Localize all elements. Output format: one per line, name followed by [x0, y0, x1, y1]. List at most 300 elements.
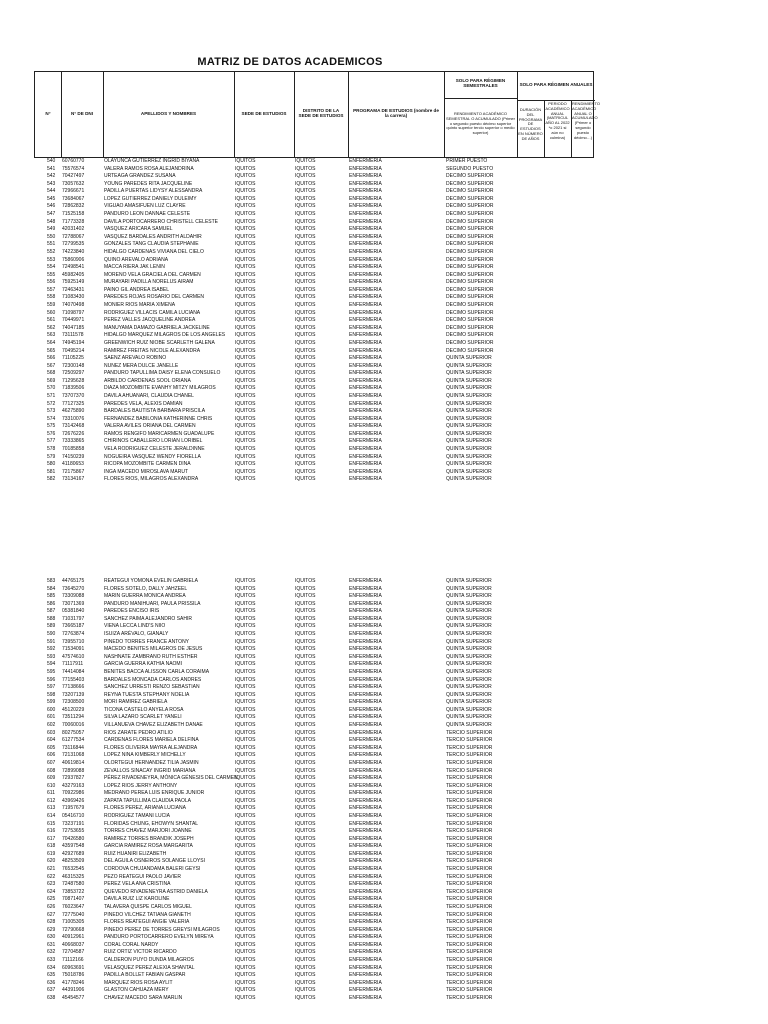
- sede-cell: IQUITOS: [235, 415, 256, 422]
- row-number-cell: 551: [47, 241, 56, 248]
- full-name-cell: GARCIA RAMIREZ ROSA MARGARITA: [104, 843, 193, 850]
- programa-cell: ENFERMERIA: [349, 911, 382, 918]
- full-name-cell: ARBILDO CARDENAS SOOL ORIANA: [104, 377, 191, 384]
- rendimiento-cell: QUINTA SUPERIOR: [446, 385, 492, 392]
- rendimiento-cell: TERCIO SUPERIOR: [446, 759, 493, 766]
- full-name-cell: MORI RAMIREZ GABRIELA: [104, 699, 168, 706]
- rendimiento-cell: QUINTA SUPERIOR: [446, 377, 492, 384]
- distrito-cell: IQUITOS: [295, 165, 316, 172]
- sede-cell: IQUITOS: [235, 256, 256, 263]
- programa-cell: ENFERMERIA: [349, 302, 382, 309]
- sede-cell: IQUITOS: [235, 578, 256, 584]
- distrito-cell: IQUITOS: [295, 820, 316, 827]
- col-divider: [294, 72, 295, 157]
- distrito-cell: IQUITOS: [295, 600, 316, 607]
- sede-cell: IQUITOS: [235, 608, 256, 615]
- col-divider: [444, 72, 445, 157]
- distrito-cell: IQUITOS: [295, 615, 316, 622]
- programa-cell: ENFERMERIA: [349, 987, 382, 994]
- distrito-cell: IQUITOS: [295, 585, 316, 592]
- rendimiento-cell: DECIMO SUPERIOR: [446, 294, 494, 301]
- row-number-cell: 613: [47, 805, 56, 812]
- full-name-cell: MANUYAMA DAMAZO GABRIELA JACKELINE: [104, 324, 210, 331]
- rendimiento-cell: QUINTA SUPERIOR: [446, 446, 492, 453]
- row-number-cell: 549: [47, 226, 56, 233]
- sede-cell: IQUITOS: [235, 737, 256, 744]
- header-programa: PROGRAMA DE ESTUDIOS (nombre de la carrera): [353, 108, 439, 119]
- sede-cell: IQUITOS: [235, 180, 256, 187]
- programa-cell: ENFERMERIA: [349, 324, 382, 331]
- dni-cell: 60963691: [62, 964, 85, 971]
- row-number-cell: 560: [47, 309, 56, 316]
- full-name-cell: LOPEZ GUTIERREZ DANIELY DULEIMY: [104, 195, 197, 202]
- row-number-cell: 588: [47, 615, 56, 622]
- rendimiento-cell: DECIMO SUPERIOR: [446, 248, 494, 255]
- sede-cell: IQUITOS: [235, 158, 256, 164]
- rendimiento-cell: TERCIO SUPERIOR: [446, 994, 493, 1001]
- distrito-cell: IQUITOS: [295, 752, 316, 759]
- dni-cell: 72966671: [62, 188, 85, 195]
- programa-cell: ENFERMERIA: [349, 714, 382, 721]
- distrito-cell: IQUITOS: [295, 608, 316, 615]
- programa-cell: ENFERMERIA: [349, 385, 382, 392]
- row-number-cell: 595: [47, 668, 56, 675]
- row-number-cell: 541: [47, 165, 56, 172]
- distrito-cell: IQUITOS: [295, 661, 316, 668]
- dni-cell: 73309088: [62, 593, 85, 600]
- distrito-cell: IQUITOS: [295, 188, 316, 195]
- sede-cell: IQUITOS: [235, 241, 256, 248]
- distrito-cell: IQUITOS: [295, 691, 316, 698]
- dni-cell: 72463431: [62, 286, 85, 293]
- rendimiento-cell: TERCIO SUPERIOR: [446, 881, 493, 888]
- rendimiento-cell: QUINTA SUPERIOR: [446, 661, 492, 668]
- row-number-cell: 601: [47, 714, 56, 721]
- sede-cell: IQUITOS: [235, 248, 256, 255]
- dni-cell: 41180653: [62, 461, 84, 468]
- rendimiento-cell: TERCIO SUPERIOR: [446, 957, 493, 963]
- rendimiento-cell: DECIMO SUPERIOR: [446, 233, 494, 240]
- row-number-cell: 602: [47, 722, 56, 729]
- programa-cell: ENFERMERIA: [349, 744, 382, 751]
- row-number-cell: 566: [47, 355, 56, 362]
- rendimiento-cell: DECIMO SUPERIOR: [446, 332, 494, 339]
- rendimiento-cell: DECIMO SUPERIOR: [446, 218, 494, 225]
- row-number-cell: 617: [47, 835, 56, 842]
- row-number-cell: 621: [47, 866, 56, 873]
- distrito-cell: IQUITOS: [295, 972, 316, 979]
- full-name-cell: QUINO AREVALO ADRIANA: [104, 256, 169, 263]
- row-number-cell: 569: [47, 377, 56, 384]
- distrito-cell: IQUITOS: [295, 438, 316, 445]
- full-name-cell: YOUNG PAREDES RITA JACQUELINE: [104, 180, 193, 187]
- row-number-cell: 604: [47, 737, 56, 744]
- row-number-cell: 632: [47, 949, 56, 956]
- distrito-cell: IQUITOS: [295, 957, 316, 963]
- full-name-cell: PANDURO MANIHUARI, PAULA PRISSILA: [104, 600, 201, 607]
- dni-cell: 73111578: [62, 332, 84, 339]
- distrito-cell: IQUITOS: [295, 430, 316, 437]
- rendimiento-cell: TERCIO SUPERIOR: [446, 903, 493, 910]
- row-number-cell: 631: [47, 941, 56, 948]
- full-name-cell: VASQUEZ ARICARA SAMUEL: [104, 226, 173, 233]
- programa-cell: ENFERMERIA: [349, 850, 382, 857]
- sede-cell: IQUITOS: [235, 805, 256, 812]
- rendimiento-cell: QUINTA SUPERIOR: [446, 722, 492, 729]
- rendimiento-cell: DECIMO SUPERIOR: [446, 317, 494, 324]
- full-name-cell: VILLANUEVA CHAVEZ ELIZABETH DANAE: [104, 722, 203, 729]
- programa-cell: ENFERMERIA: [349, 468, 382, 475]
- dni-cell: 73684067: [62, 195, 85, 202]
- full-name-cell: URTEAGA GRANDEZ SUSANA: [104, 173, 176, 180]
- full-name-cell: RICOPA MOZOMBITE CARMEN DINA: [104, 461, 191, 468]
- row-number-cell: 608: [47, 767, 56, 774]
- dni-cell: 75018786: [62, 972, 85, 979]
- full-name-cell: DAVILA AHUANARI, CLAUDIA CHANEL: [104, 392, 194, 399]
- row-number-cell: 572: [47, 400, 56, 407]
- distrito-cell: IQUITOS: [295, 468, 316, 475]
- distrito-cell: IQUITOS: [295, 638, 316, 645]
- sede-cell: IQUITOS: [235, 668, 256, 675]
- row-number-cell: 623: [47, 881, 56, 888]
- full-name-cell: TICONA CASTELO ANYELA ROSA: [104, 706, 184, 713]
- dni-cell: 40668037: [62, 941, 85, 948]
- distrito-cell: IQUITOS: [295, 256, 316, 263]
- dni-cell: 73237191: [62, 820, 85, 827]
- rendimiento-cell: PRIMER PUESTO: [446, 158, 488, 164]
- full-name-cell: RUIZ HUANIRI ELIZABETH: [104, 850, 167, 857]
- full-name-cell: PINEDO TORRES FRANCE ANTONY: [104, 638, 190, 645]
- rendimiento-cell: QUINTA SUPERIOR: [446, 593, 492, 600]
- distrito-cell: IQUITOS: [295, 332, 316, 339]
- header-rendimiento-semestral: RENDIMIENTO ACADÉMICO SEMESTRAL O ACUMULADO (Primer o segundo puesto décimo superior quinto superior tercio superior o medio superior): [446, 111, 515, 136]
- full-name-cell: PEZO REATEGUI PAOLO JAVIER: [104, 873, 181, 880]
- dni-cell: 72487580: [62, 881, 85, 888]
- distrito-cell: IQUITOS: [295, 759, 316, 766]
- dni-cell: 76532545: [62, 866, 85, 873]
- full-name-cell: MORENO VELA GRACIELA DEL CARMEN: [104, 271, 201, 278]
- dni-cell: 44765175: [62, 578, 85, 584]
- sede-cell: IQUITOS: [235, 949, 256, 956]
- full-name-cell: PINEDO PEREZ DE TORRES GREYSI MILAGROS: [104, 926, 220, 933]
- dni-cell: 72308500: [62, 699, 85, 706]
- programa-cell: ENFERMERIA: [349, 691, 382, 698]
- rendimiento-cell: QUINTA SUPERIOR: [446, 355, 492, 362]
- full-name-cell: GARCIA GUERRA KATHIA NAOMI: [104, 661, 182, 668]
- rendimiento-cell: QUINTA SUPERIOR: [446, 370, 492, 377]
- sede-cell: IQUITOS: [235, 812, 256, 819]
- sede-cell: IQUITOS: [235, 347, 256, 354]
- dni-cell: 71112166: [62, 957, 84, 963]
- dni-cell: 70427497: [62, 173, 85, 180]
- row-number-cell: 629: [47, 926, 56, 933]
- rendimiento-cell: QUINTA SUPERIOR: [446, 453, 492, 460]
- programa-cell: ENFERMERIA: [349, 881, 382, 888]
- rendimiento-cell: TERCIO SUPERIOR: [446, 972, 493, 979]
- programa-cell: ENFERMERIA: [349, 158, 382, 164]
- dni-cell: 73207139: [62, 691, 85, 698]
- rendimiento-cell: TERCIO SUPERIOR: [446, 729, 493, 736]
- dni-cell: 77155403: [62, 676, 85, 683]
- dni-cell: 77138666: [62, 684, 85, 691]
- distrito-cell: IQUITOS: [295, 979, 316, 986]
- programa-cell: ENFERMERIA: [349, 752, 382, 759]
- rendimiento-cell: SEGUNDO PUESTO: [446, 165, 494, 172]
- distrito-cell: IQUITOS: [295, 248, 316, 255]
- rendimiento-cell: QUINTA SUPERIOR: [446, 684, 492, 691]
- distrito-cell: IQUITOS: [295, 317, 316, 324]
- full-name-cell: RIOS ZARATE PEDRO ATILIO: [104, 729, 173, 736]
- row-number-cell: 556: [47, 279, 56, 286]
- distrito-cell: IQUITOS: [295, 324, 316, 331]
- programa-cell: ENFERMERIA: [349, 684, 382, 691]
- dni-cell: 73955710: [62, 638, 85, 645]
- row-number-cell: 598: [47, 691, 56, 698]
- distrito-cell: IQUITOS: [295, 286, 316, 293]
- row-number-cell: 540: [47, 158, 56, 164]
- row-number-cell: 625: [47, 896, 56, 903]
- full-name-cell: FLORES SOTELO, DALLY JAHZEEL: [104, 585, 188, 592]
- distrito-cell: IQUITOS: [295, 446, 316, 453]
- full-name-cell: ISUIZA ARÉVALO, GIANALY: [104, 631, 169, 638]
- rendimiento-cell: QUINTA SUPERIOR: [446, 461, 492, 468]
- row-number-cell: 614: [47, 812, 56, 819]
- programa-cell: ENFERMERIA: [349, 941, 382, 948]
- rendimiento-cell: TERCIO SUPERIOR: [446, 858, 493, 865]
- row-number-cell: 593: [47, 653, 56, 660]
- row-number-cell: 557: [47, 286, 56, 293]
- sede-cell: IQUITOS: [235, 286, 256, 293]
- row-number-cell: 585: [47, 593, 56, 600]
- row-number-cell: 612: [47, 797, 56, 804]
- sede-cell: IQUITOS: [235, 759, 256, 766]
- programa-cell: ENFERMERIA: [349, 256, 382, 263]
- programa-cell: ENFERMERIA: [349, 608, 382, 615]
- rendimiento-cell: TERCIO SUPERIOR: [446, 964, 493, 971]
- dni-cell: 71773328: [62, 218, 85, 225]
- rendimiento-cell: QUINTA SUPERIOR: [446, 631, 492, 638]
- dni-cell: 45120229: [62, 706, 85, 713]
- dni-cell: 46275890: [62, 408, 85, 415]
- programa-cell: ENFERMERIA: [349, 759, 382, 766]
- sede-cell: IQUITOS: [235, 684, 256, 691]
- programa-cell: ENFERMERIA: [349, 782, 382, 789]
- sede-cell: IQUITOS: [235, 926, 256, 933]
- row-number-cell: 638: [47, 994, 56, 1001]
- dni-cell: 70922986: [62, 790, 85, 797]
- sede-cell: IQUITOS: [235, 691, 256, 698]
- programa-cell: ENFERMERIA: [349, 646, 382, 653]
- sede-cell: IQUITOS: [235, 896, 256, 903]
- dni-cell: 73116844: [62, 744, 84, 751]
- document-title: MATRIZ DE DATOS ACADEMICOS: [197, 56, 383, 68]
- dni-cell: 72753655: [62, 828, 85, 835]
- programa-cell: ENFERMERIA: [349, 370, 382, 377]
- distrito-cell: IQUITOS: [295, 699, 316, 706]
- programa-cell: ENFERMERIA: [349, 180, 382, 187]
- programa-cell: ENFERMERIA: [349, 446, 382, 453]
- programa-cell: ENFERMERIA: [349, 805, 382, 812]
- dni-cell: 40912961: [62, 934, 85, 941]
- full-name-cell: RAMIREZ TORRES BRANDIK JOSEPH: [104, 835, 194, 842]
- row-number-cell: 574: [47, 415, 56, 422]
- row-number-cell: 627: [47, 911, 56, 918]
- dni-cell: 73310076: [62, 415, 85, 422]
- programa-cell: ENFERMERIA: [349, 812, 382, 819]
- programa-cell: ENFERMERIA: [349, 964, 382, 971]
- rendimiento-cell: QUINTA SUPERIOR: [446, 676, 492, 683]
- sede-cell: IQUITOS: [235, 646, 256, 653]
- full-name-cell: QUEVEDO RIVADENEYRA ASTRID DANIELA: [104, 888, 208, 895]
- sede-cell: IQUITOS: [235, 873, 256, 880]
- full-name-cell: PINEDO VILCHEZ TATIANA GIANETH: [104, 911, 191, 918]
- dni-cell: 71117911: [62, 661, 84, 668]
- col-divider: [348, 72, 349, 157]
- rendimiento-cell: DECIMO SUPERIOR: [446, 302, 494, 309]
- distrito-cell: IQUITOS: [295, 173, 316, 180]
- programa-cell: ENFERMERIA: [349, 949, 382, 956]
- programa-cell: ENFERMERIA: [349, 438, 382, 445]
- sede-cell: IQUITOS: [235, 820, 256, 827]
- full-name-cell: PÉREZ RIVADENEYRA, MÓNICA GÉNESIS DEL CARMEN: [104, 775, 238, 782]
- distrito-cell: IQUITOS: [295, 309, 316, 316]
- distrito-cell: IQUITOS: [295, 729, 316, 736]
- programa-cell: ENFERMERIA: [349, 828, 382, 835]
- full-name-cell: PANDURO PORTOCARRERO EVELYN MIREYA: [104, 934, 214, 941]
- dni-cell: 40619814: [62, 759, 85, 766]
- row-number-cell: 565: [47, 347, 56, 354]
- row-number-cell: 562: [47, 324, 56, 331]
- distrito-cell: IQUITOS: [295, 461, 316, 468]
- programa-cell: ENFERMERIA: [349, 994, 382, 1001]
- rendimiento-cell: QUINTA SUPERIOR: [446, 585, 492, 592]
- row-number-cell: 581: [47, 468, 56, 475]
- full-name-cell: HIDALGO MARQUEZ MILAGROS DE LOS ANGELES: [104, 332, 226, 339]
- dni-cell: 70060016: [62, 722, 85, 729]
- programa-cell: ENFERMERIA: [349, 377, 382, 384]
- sede-cell: IQUITOS: [235, 271, 256, 278]
- distrito-cell: IQUITOS: [295, 797, 316, 804]
- distrito-cell: IQUITOS: [295, 377, 316, 384]
- programa-cell: ENFERMERIA: [349, 866, 382, 873]
- row-number-cell: 615: [47, 820, 56, 827]
- distrito-cell: IQUITOS: [295, 926, 316, 933]
- full-name-cell: PAREDES VELA, ALEXIS DAMIAN: [104, 400, 183, 407]
- dni-cell: 71839506: [62, 385, 85, 392]
- row-number-cell: 547: [47, 211, 56, 218]
- row-number-cell: 563: [47, 332, 56, 339]
- dni-cell: 71098797: [62, 309, 85, 316]
- sede-cell: IQUITOS: [235, 706, 256, 713]
- dni-cell: 48253509: [62, 858, 85, 865]
- distrito-cell: IQUITOS: [295, 684, 316, 691]
- row-number-cell: 578: [47, 446, 56, 453]
- sede-cell: IQUITOS: [235, 843, 256, 850]
- full-name-cell: CHIRINOS CABALLERO LORIAN LORIBEL: [104, 438, 203, 445]
- full-name-cell: PAREDES ENCISO IRIS: [104, 608, 160, 615]
- distrito-cell: IQUITOS: [295, 949, 316, 956]
- row-number-cell: 606: [47, 752, 56, 759]
- dni-cell: 74150239: [62, 453, 85, 460]
- dni-cell: 60760770: [62, 158, 85, 164]
- programa-cell: ENFERMERIA: [349, 332, 382, 339]
- distrito-cell: IQUITOS: [295, 987, 316, 994]
- programa-cell: ENFERMERIA: [349, 979, 382, 986]
- full-name-cell: PEREZ VELA ANA CRISTINA: [104, 881, 171, 888]
- programa-cell: ENFERMERIA: [349, 355, 382, 362]
- full-name-cell: CHAVEZ MACEDO SARA MARLIN: [104, 994, 183, 1001]
- dni-cell: 71005305: [62, 919, 85, 926]
- rendimiento-cell: TERCIO SUPERIOR: [446, 843, 493, 850]
- row-number-cell: 616: [47, 828, 56, 835]
- distrito-cell: IQUITOS: [295, 476, 316, 483]
- dni-cell: 80275057: [62, 729, 85, 736]
- distrito-cell: IQUITOS: [295, 578, 316, 584]
- header-n: N°: [45, 111, 51, 116]
- full-name-cell: VALERA RAMOS ROSA ALEJANDRINA: [104, 165, 194, 172]
- distrito-cell: IQUITOS: [295, 843, 316, 850]
- full-name-cell: CORDOVA CHUJANDAMA BALERI GEYSI: [104, 866, 201, 873]
- distrito-cell: IQUITOS: [295, 881, 316, 888]
- rendimiento-cell: TERCIO SUPERIOR: [446, 926, 493, 933]
- distrito-cell: IQUITOS: [295, 302, 316, 309]
- full-name-cell: RUIZ ORTIZ VICTOR RICARDO: [104, 949, 177, 956]
- rendimiento-cell: DECIMO SUPERIOR: [446, 339, 494, 346]
- sede-cell: IQUITOS: [235, 797, 256, 804]
- rendimiento-cell: TERCIO SUPERIOR: [446, 812, 493, 819]
- rendimiento-cell: QUINTA SUPERIOR: [446, 476, 492, 483]
- programa-cell: ENFERMERIA: [349, 790, 382, 797]
- programa-cell: ENFERMERIA: [349, 600, 382, 607]
- row-number-cell: 550: [47, 233, 56, 240]
- full-name-cell: TALAVERA QUISPE CARLOS MIGUEL: [104, 903, 192, 910]
- row-number-cell: 543: [47, 180, 56, 187]
- sede-cell: IQUITOS: [235, 881, 256, 888]
- dni-cell: 72498541: [62, 264, 85, 271]
- sede-cell: IQUITOS: [235, 782, 256, 789]
- rendimiento-cell: QUINTA SUPERIOR: [446, 430, 492, 437]
- distrito-cell: IQUITOS: [295, 828, 316, 835]
- full-name-cell: DAVILA PORTOCARRERO CHRISTELL CELESTE: [104, 218, 219, 225]
- dni-cell: 45982405: [62, 271, 85, 278]
- programa-cell: ENFERMERIA: [349, 233, 382, 240]
- distrito-cell: IQUITOS: [295, 423, 316, 430]
- distrito-cell: IQUITOS: [295, 203, 316, 210]
- dni-cell: 74414084: [62, 668, 85, 675]
- rendimiento-cell: TERCIO SUPERIOR: [446, 888, 493, 895]
- rendimiento-cell: DECIMO SUPERIOR: [446, 279, 494, 286]
- full-name-cell: VELA RODRIGUEZ CELESTE JERALDINNE: [104, 446, 205, 453]
- row-number-cell: 575: [47, 423, 56, 430]
- sede-cell: IQUITOS: [235, 828, 256, 835]
- full-name-cell: RAMIREZ FREITAS NICOLE ALEXANDRA: [104, 347, 201, 354]
- sede-cell: IQUITOS: [235, 423, 256, 430]
- dni-cell: 70449971: [62, 317, 85, 324]
- rendimiento-cell: DECIMO SUPERIOR: [446, 286, 494, 293]
- dni-cell: 72775040: [62, 911, 85, 918]
- dni-cell: 42927689: [62, 850, 85, 857]
- row-number-cell: 636: [47, 979, 56, 986]
- sede-cell: IQUITOS: [235, 729, 256, 736]
- programa-cell: ENFERMERIA: [349, 271, 382, 278]
- sede-cell: IQUITOS: [235, 957, 256, 963]
- distrito-cell: IQUITOS: [295, 362, 316, 369]
- dni-cell: 76023647: [62, 903, 85, 910]
- distrito-cell: IQUITOS: [295, 218, 316, 225]
- row-number-cell: 570: [47, 385, 56, 392]
- programa-cell: ENFERMERIA: [349, 676, 382, 683]
- dni-cell: 73853722: [62, 888, 85, 895]
